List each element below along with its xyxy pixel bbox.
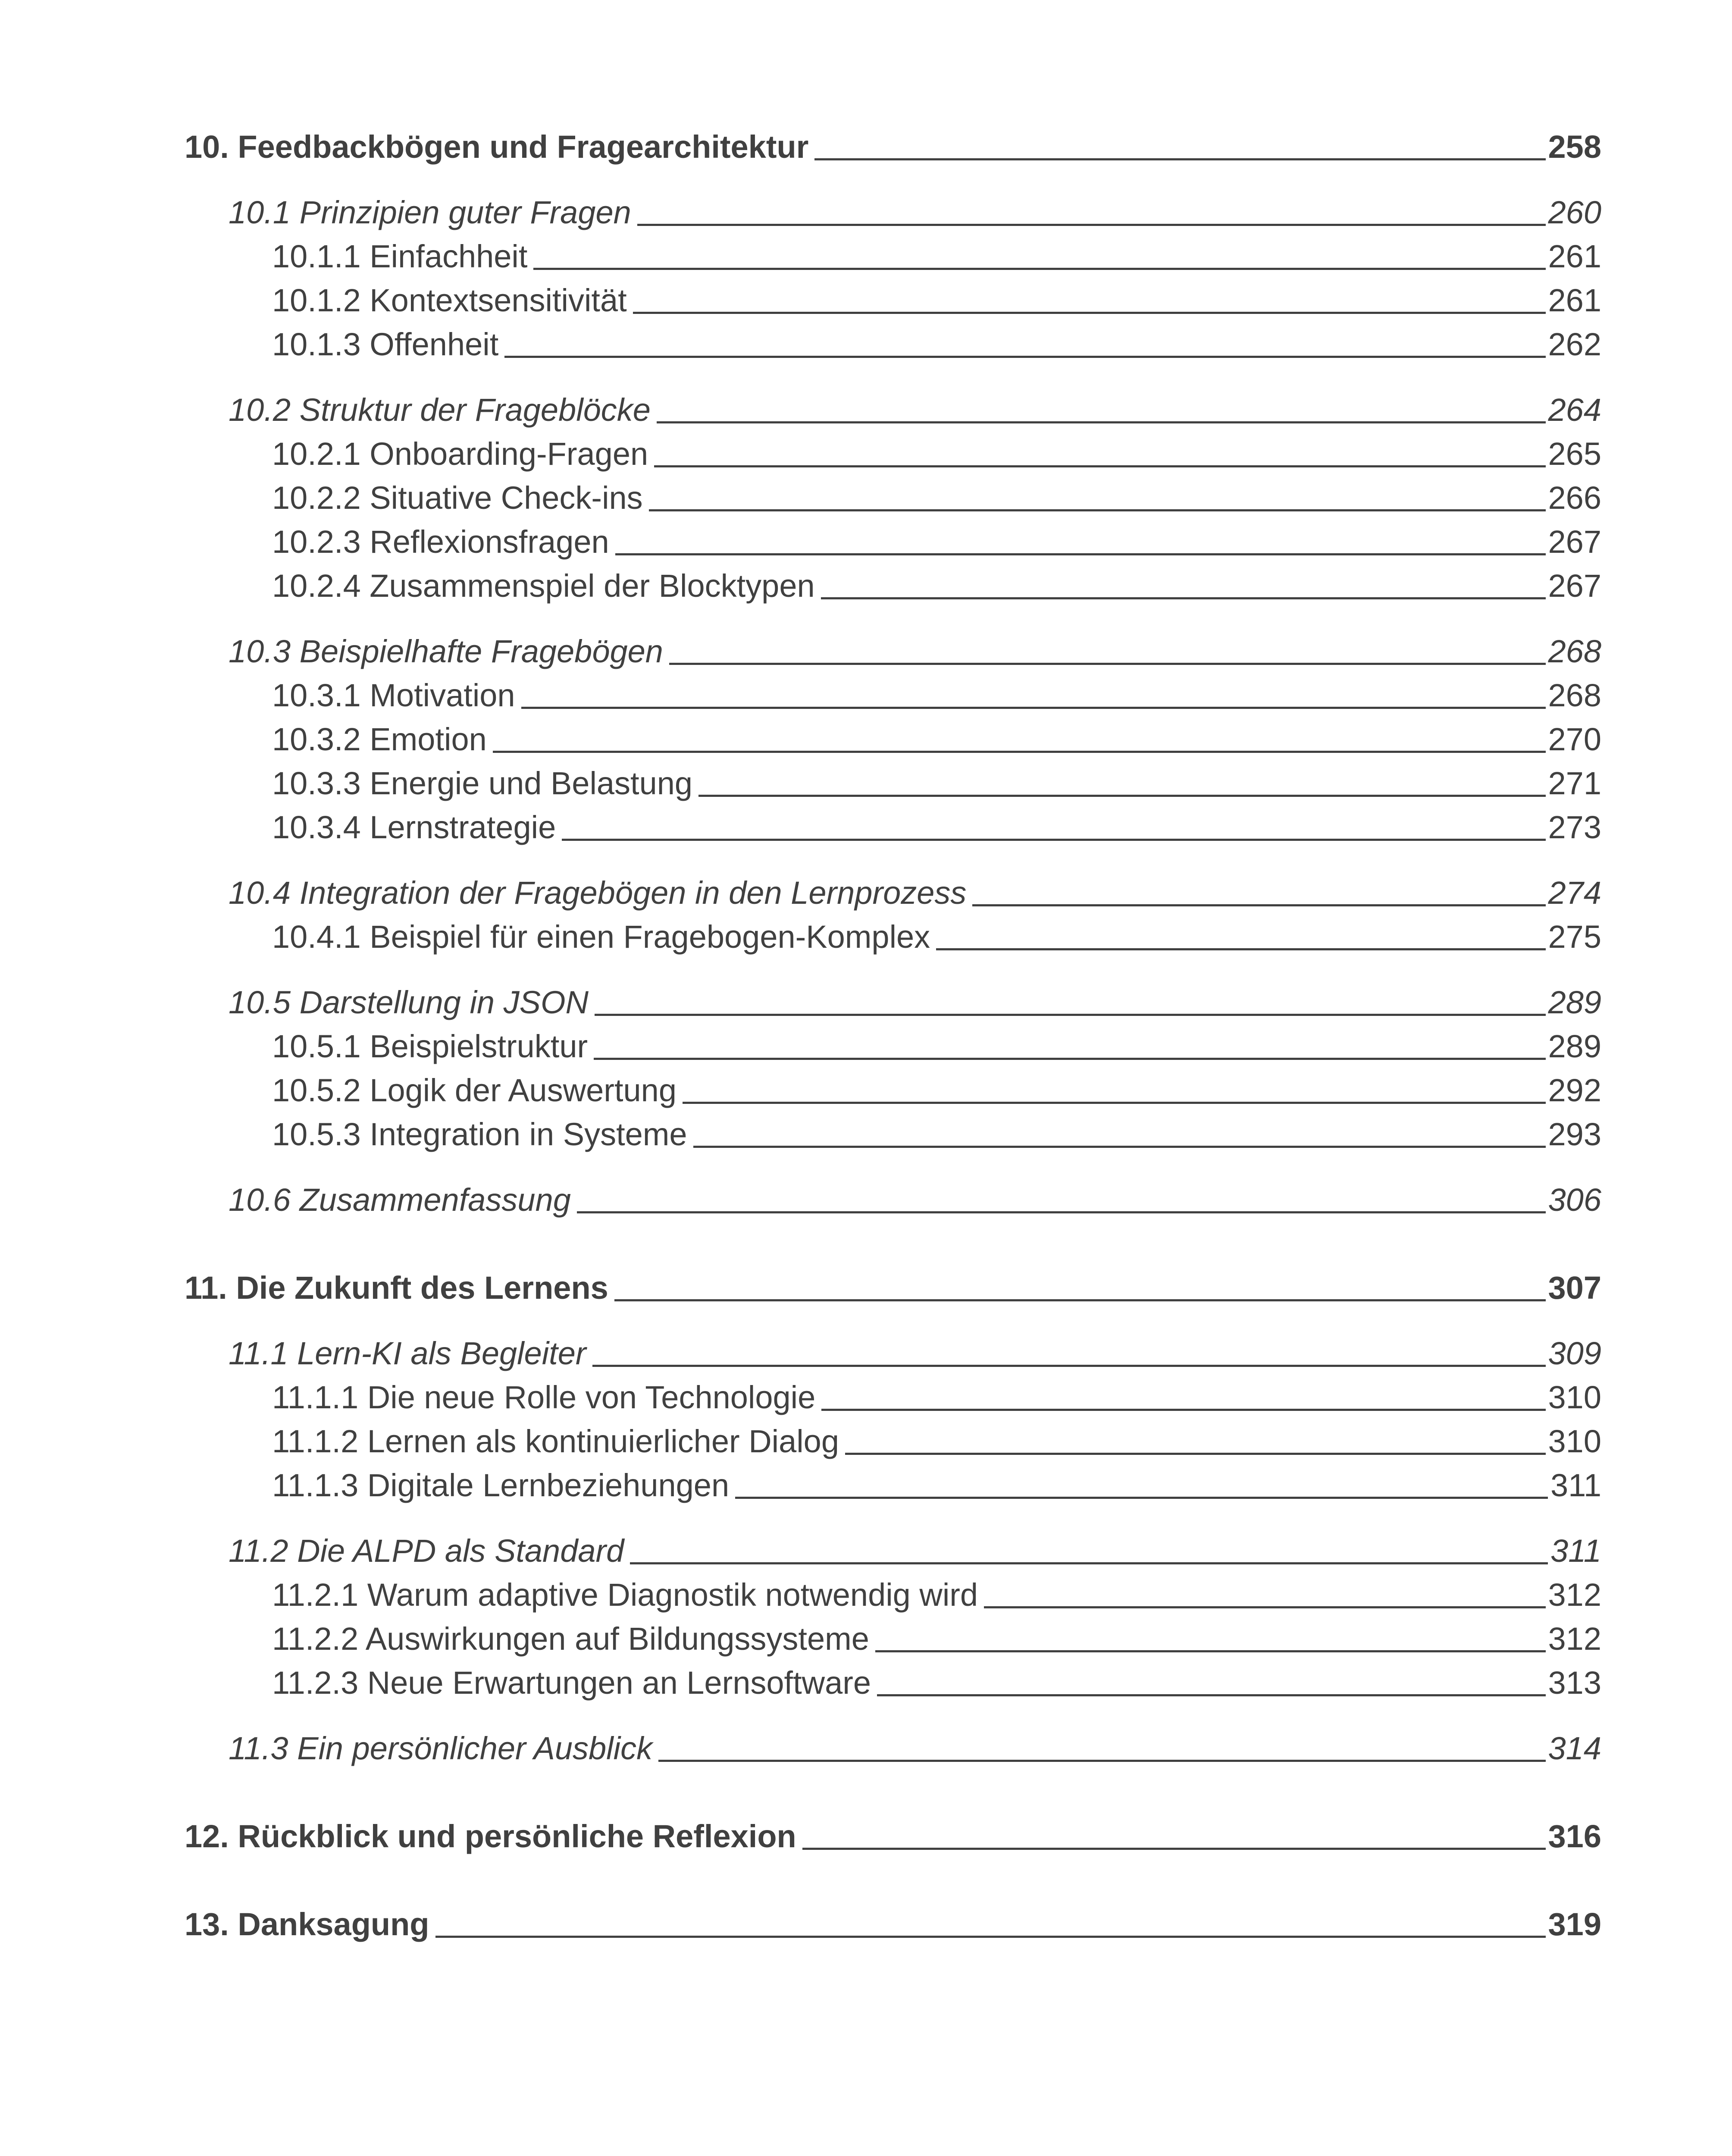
- toc-entry-title: 11.2 Die ALPD als Standard: [229, 1533, 624, 1569]
- toc-entry-subsection[interactable]: [185, 1661, 1601, 1705]
- toc-entry-page-number: 274: [1548, 875, 1601, 911]
- toc-entry-page-number: 261: [1548, 282, 1601, 318]
- toc-entry-subsection[interactable]: [185, 761, 1601, 805]
- toc-entry-section[interactable]: [185, 388, 1601, 432]
- toc-entry-page-number: 268: [1548, 677, 1601, 713]
- toc-entry-page-number: 293: [1548, 1116, 1601, 1152]
- toc-entry-subsection[interactable]: [185, 564, 1601, 608]
- toc-entry-title: 11.1.2 Lernen als kontinuierlicher Dialog: [272, 1423, 839, 1459]
- toc-leader-line: [821, 1409, 1545, 1411]
- toc-entry-title: 10.1.2 Kontextsensitivität: [272, 282, 627, 318]
- toc-entry-page-number: 264: [1548, 392, 1601, 428]
- toc-leader-line: [592, 1365, 1546, 1367]
- toc-entry-page-number: 292: [1548, 1072, 1601, 1108]
- toc-entry-title: 10.3.1 Motivation: [272, 677, 515, 713]
- toc-leader-line: [533, 268, 1545, 270]
- toc-entry-page-number: 289: [1548, 1028, 1601, 1064]
- toc-entry-title: 10.5.3 Integration in Systeme: [272, 1116, 687, 1152]
- toc-entry-title: 12. Rückblick und persönliche Reflexion: [185, 1818, 796, 1854]
- toc-leader-line: [637, 224, 1546, 226]
- toc-entry-title: 13. Danksagung: [185, 1906, 429, 1942]
- toc-entry-chapter[interactable]: [185, 125, 1601, 169]
- toc-entry-title: 10.4.1 Beispiel für einen Fragebogen-Komplex: [272, 919, 930, 955]
- toc-entry-page-number: 314: [1548, 1730, 1601, 1766]
- toc-entry-subsection[interactable]: [185, 1573, 1601, 1617]
- toc-entry-page-number: 311: [1550, 1467, 1601, 1503]
- toc-entry-page-number: 309: [1548, 1335, 1601, 1371]
- toc-entry-title: 10.3 Beispielhafte Fragebögen: [229, 633, 663, 669]
- toc-entry-section[interactable]: [185, 1529, 1601, 1573]
- toc-leader-line: [972, 904, 1545, 906]
- toc-leader-line: [595, 1014, 1546, 1016]
- toc-leader-line: [877, 1694, 1545, 1696]
- toc-leader-line: [654, 465, 1545, 467]
- toc-entry-page-number: 307: [1548, 1270, 1601, 1306]
- toc-entry-title: 10.2 Struktur der Frageblöcke: [229, 392, 651, 428]
- toc-leader-line: [577, 1211, 1546, 1213]
- toc-entry-subsection[interactable]: [185, 718, 1601, 761]
- toc-entry-section[interactable]: [185, 1332, 1601, 1376]
- toc-entry-subsection[interactable]: [185, 520, 1601, 564]
- toc-leader-line: [562, 839, 1545, 841]
- toc-leader-line: [802, 1848, 1546, 1850]
- toc-entry-section[interactable]: [185, 871, 1601, 915]
- toc-entry-page-number: 275: [1548, 919, 1601, 955]
- toc-leader-line: [504, 356, 1545, 358]
- toc-entry-section[interactable]: [185, 1727, 1601, 1771]
- toc-entry-title: 10. Feedbackbögen und Fragearchitektur: [185, 129, 809, 165]
- toc-leader-line: [594, 1058, 1545, 1060]
- toc-entry-page-number: 310: [1548, 1423, 1601, 1459]
- toc-entry-title: 10.5 Darstellung in JSON: [229, 984, 589, 1020]
- toc-leader-line: [521, 707, 1546, 709]
- toc-entry-title: 10.3.3 Energie und Belastung: [272, 765, 693, 801]
- toc-entry-page-number: 262: [1548, 326, 1601, 362]
- toc-leader-line: [683, 1102, 1546, 1104]
- toc-leader-line: [845, 1453, 1546, 1455]
- toc-leader-line: [435, 1936, 1546, 1938]
- toc-leader-line: [693, 1146, 1546, 1148]
- toc-entry-page-number: 267: [1548, 568, 1601, 604]
- toc-entry-title: 10.5.2 Logik der Auswertung: [272, 1072, 677, 1108]
- toc-entry-title: 10.2.1 Onboarding-Fragen: [272, 436, 648, 472]
- toc-entry-section[interactable]: [185, 981, 1601, 1025]
- toc-entry-section[interactable]: [185, 630, 1601, 674]
- toc-entry-title: 10.1.1 Einfachheit: [272, 238, 528, 274]
- toc-entry-page-number: 260: [1548, 194, 1601, 230]
- toc-entry-title: 11.1.1 Die neue Rolle von Technologie: [272, 1379, 816, 1415]
- toc-entry-page-number: 316: [1548, 1818, 1601, 1854]
- toc-entry-page-number: 273: [1548, 809, 1601, 845]
- toc-entry-title: 10.4 Integration der Fragebögen in den Lernprozess: [229, 875, 967, 911]
- toc-entry-title: 11.2.3 Neue Erwartungen an Lernsoftware: [272, 1665, 871, 1701]
- toc-entry-page-number: 265: [1548, 436, 1601, 472]
- toc-entry-page-number: 271: [1548, 765, 1601, 801]
- toc-entry-page-number: 312: [1548, 1577, 1601, 1613]
- toc-entry-page-number: 313: [1548, 1665, 1601, 1701]
- toc-entry-subsection[interactable]: [185, 1069, 1601, 1112]
- toc-entry-title: 10.6 Zusammenfassung: [229, 1182, 571, 1218]
- toc-entry-page-number: 270: [1548, 721, 1601, 757]
- toc-entry-subsection[interactable]: [185, 1617, 1601, 1661]
- toc-entry-subsection[interactable]: [185, 279, 1601, 323]
- table-of-contents: [185, 125, 1601, 1946]
- toc-entry-title: 11. Die Zukunft des Lernens: [185, 1270, 608, 1306]
- toc-leader-line: [814, 158, 1545, 160]
- toc-entry-title: 11.1 Lern-KI als Begleiter: [229, 1335, 586, 1371]
- toc-leader-line: [698, 795, 1545, 797]
- toc-entry-section[interactable]: [185, 1178, 1601, 1222]
- toc-entry-page-number: 319: [1548, 1906, 1601, 1942]
- toc-leader-line: [669, 663, 1546, 665]
- toc-leader-line: [735, 1497, 1548, 1499]
- toc-entry-title: 10.2.3 Reflexionsfragen: [272, 524, 609, 560]
- toc-entry-title: 11.3 Ein persönlicher Ausblick: [229, 1730, 653, 1766]
- toc-entry-subsection[interactable]: [185, 1420, 1601, 1463]
- toc-entry-title: 10.1 Prinzipien guter Fragen: [229, 194, 631, 230]
- toc-entry-title: 11.2.1 Warum adaptive Diagnostik notwendig wird: [272, 1577, 978, 1613]
- toc-entry-subsection[interactable]: [185, 476, 1601, 520]
- toc-leader-line: [615, 553, 1546, 555]
- toc-entry-title: 10.3.2 Emotion: [272, 721, 487, 757]
- toc-entry-title: 10.2.2 Situative Check-ins: [272, 480, 643, 516]
- toc-entry-subsection[interactable]: [185, 1025, 1601, 1069]
- toc-leader-line: [493, 751, 1546, 753]
- toc-entry-page-number: 312: [1548, 1621, 1601, 1657]
- toc-entry-page-number: 258: [1548, 129, 1601, 165]
- toc-leader-line: [875, 1650, 1546, 1652]
- toc-entry-chapter[interactable]: [185, 1266, 1601, 1310]
- toc-leader-line: [984, 1606, 1545, 1608]
- toc-leader-line: [630, 1562, 1548, 1564]
- toc-entry-page-number: 261: [1548, 238, 1601, 274]
- toc-leader-line: [614, 1299, 1546, 1301]
- toc-entry-subsection[interactable]: [185, 1112, 1601, 1156]
- toc-entry-page-number: 266: [1548, 480, 1601, 516]
- toc-entry-section[interactable]: [185, 191, 1601, 235]
- toc-entry-subsection[interactable]: [185, 805, 1601, 849]
- toc-entry-title: 10.3.4 Lernstrategie: [272, 809, 556, 845]
- toc-entry-page-number: 311: [1550, 1533, 1601, 1569]
- toc-entry-chapter[interactable]: [185, 1902, 1601, 1946]
- toc-leader-line: [657, 421, 1546, 423]
- toc-entry-subsection[interactable]: [185, 323, 1601, 367]
- toc-entry-title: 10.5.1 Beispielstruktur: [272, 1028, 588, 1064]
- toc-leader-line: [658, 1760, 1545, 1762]
- toc-entry-page-number: 306: [1548, 1182, 1601, 1218]
- toc-entry-page-number: 310: [1548, 1379, 1601, 1415]
- toc-leader-line: [936, 948, 1545, 950]
- toc-entry-title: 10.1.3 Offenheit: [272, 326, 499, 362]
- toc-entry-subsection[interactable]: [185, 432, 1601, 476]
- toc-entry-page-number: 289: [1548, 984, 1601, 1020]
- toc-entry-title: 11.1.3 Digitale Lernbeziehungen: [272, 1467, 730, 1503]
- toc-entry-page-number: 267: [1548, 524, 1601, 560]
- toc-entry-title: 10.2.4 Zusammenspiel der Blocktypen: [272, 568, 815, 604]
- toc-entry-subsection[interactable]: [185, 674, 1601, 718]
- toc-leader-line: [821, 597, 1546, 599]
- toc-leader-line: [633, 312, 1546, 314]
- toc-entry-title: 11.2.2 Auswirkungen auf Bildungssysteme: [272, 1621, 869, 1657]
- toc-entry-subsection[interactable]: [185, 915, 1601, 959]
- toc-entry-chapter[interactable]: [185, 1814, 1601, 1858]
- toc-entry-page-number: 268: [1548, 633, 1601, 669]
- toc-entry-subsection[interactable]: [185, 235, 1601, 279]
- toc-entry-subsection[interactable]: [185, 1376, 1601, 1420]
- toc-leader-line: [649, 509, 1546, 511]
- toc-entry-subsection[interactable]: [185, 1463, 1601, 1507]
